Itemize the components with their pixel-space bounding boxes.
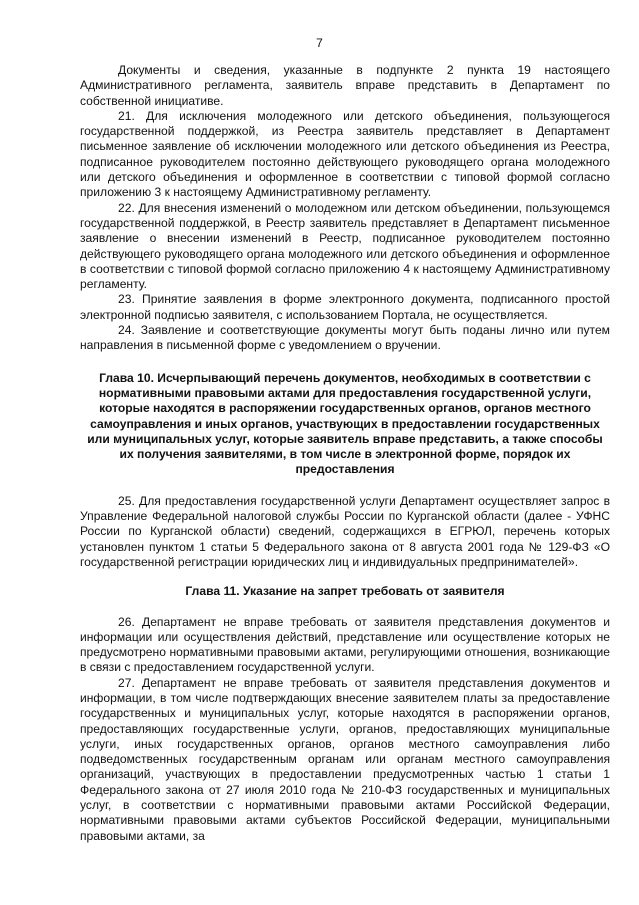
page-number: 7 [316,36,323,50]
chapter-11-heading: Глава 11. Указание на запрет требовать от заявителя [185,584,505,599]
spacer [80,354,610,371]
paragraph-24: 24. Заявление и соответствующие документы могут быть поданы лично или путем направления в письменной форме с уведомлением о вручении. [80,323,610,353]
paragraph-27: 27. Департамент не вправе требовать от заявителя представления документов и информации, в том числе подтверждающих внесение заявителем платы за предоставление государственных и муниципальных услуг, которые находятся в распоряжении органов, предоставляющих государственные услуги, органов, предоставляющих муниципальные услуги, иных государственных органов, органов местного самоуправления либо подведомственных государственным органам или органам местного самоуправления организаций, участвующих в предоставлении предусмотренных частью 1 статьи 1 Федерального закона от 27 июля 2010 года № 210-ФЗ государственных и муниципальных услуг, в соответствии с нормативными правовыми актами Российской Федерации, нормативными правовыми актами субъектов Российской Федерации, муниципальными правовыми актами, за [80,675,610,843]
paragraph-26: 26. Департамент не вправе требовать от заявителя представления документов и информации или осуществления действий, представление или осуществление которых не предусмотрено нормативными правовыми актами, регулирующими отношения, возникающие в связи с предоставлением государственной услуги. [80,614,610,675]
paragraph-documents-initiative: Документы и сведения, указанные в подпункте 2 пункта 19 настоящего Административного регламента, заявитель вправе представить в Департамент по собственной инициативе. [80,63,610,108]
paragraph-21: 21. Для исключения молодежного или детского объединения, пользующегося государственной поддержкой, из Реестра заявитель представляет в Департамент письменное заявление об исключении молодежного или детского объединения из Реестра, подписанное руководителем постоянно действующего руководящего органа молодежного или детского объединения и оформленное в соответствии с типовой формой согласно приложению 3 к настоящему Административному регламенту. [80,108,610,200]
chapter-10-heading: Глава 10. Исчерпывающий перечень документов, необходимых в соответствии с нормативными правовыми актами для предоставления государственной услуги, которые находятся в распоряжении государственных органов, органов местного самоуправления и иных органов, участвующих в предоставлении государственных или муниципальных услуг, которые заявитель вправе представить, а также способы их получения заявителями, в том числе в электронной форме, порядок их предоставления [87,370,603,477]
paragraph-23: 23. Принятие заявления в форме электронного документа, подписанного простой электронной подписью заявителя, с использованием Портала, не осуществляется. [80,292,610,322]
paragraph-22: 22. Для внесения изменений о молодежном или детском объединении, пользующемся государственной поддержкой, в Реестр заявитель представляет в Департамент письменное заявление о внесении изменений в Реестр, подписанное руководителем постоянно действующего руководящего органа молодежного или детского объединения и оформленное в соответствии с типовой формой согласно приложению 4 к настоящему Административному регламенту. [80,200,610,292]
spacer [80,570,610,584]
document-body [80,63,610,844]
spacer [80,478,610,494]
paragraph-25: 25. Для предоставления государственной услуги Департамент осуществляет запрос в Управление Федеральной налоговой службы России по Курганской области (далее - УФНС России по Курганской области) сведений, содержащихся в ЕГРЮЛ, перечень которых установлен пунктом 1 статьи 5 Федерального закона от 8 августа 2001 года № 129-ФЗ «О государственной регистрации юридических лиц и индивидуальных предпринимателей». [80,493,610,569]
spacer [80,600,610,615]
